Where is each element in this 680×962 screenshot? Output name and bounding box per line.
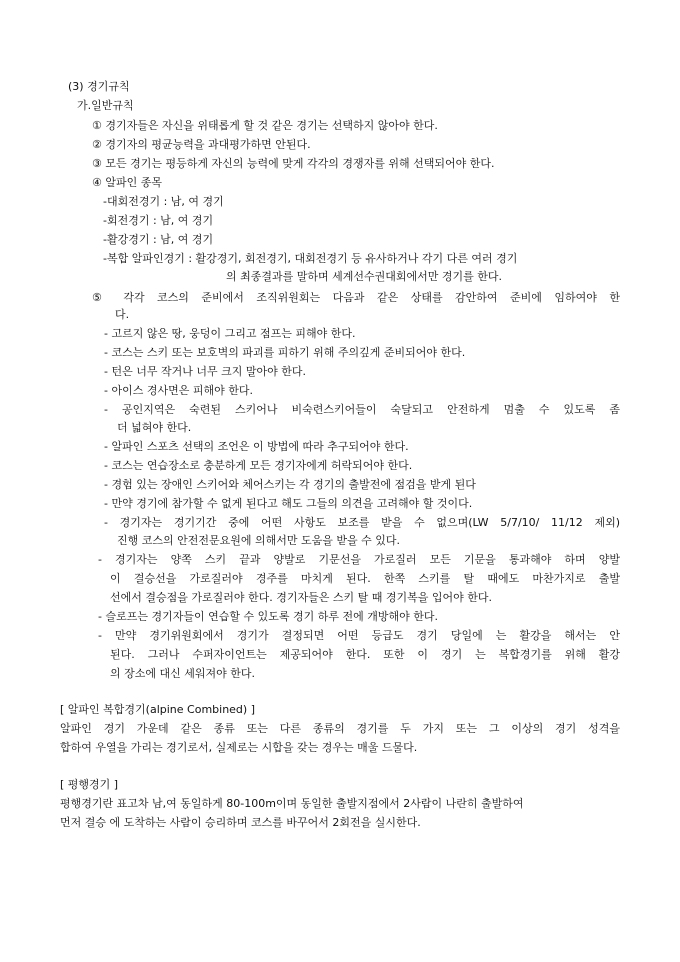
subsection-title: 가.일반규칙 [77, 99, 134, 112]
rule-5-item-continued: 의 장소에 대신 세워져야 한다. [110, 667, 255, 680]
rule-5-item: - 코스는 연습장소로 충분하게 모든 경기자에게 허락되어야 한다. [104, 459, 413, 472]
rule-5-item: - 알파인 스포츠 선택의 조언은 이 방법에 따라 추구되어야 한다. [104, 440, 409, 453]
rule-5-item: - 만약 경기위원회에서 경기가 결정되면 어떤 등급도 경기 당일에 는 활강을 해서는 안 [98, 629, 620, 642]
rule-5-item-continued: 더 넓혀야 한다. [117, 421, 192, 434]
parallel-paragraph-line: 평행경기란 표고차 남,여 동일하게 80-100m이며 동일한 출발지점에서 2사람이 나란히 출발하여 [60, 797, 524, 810]
rule-4-item: -회전경기 : 남, 여 경기 [103, 214, 214, 227]
rule-5-item: - 턴은 너무 작거나 너무 크지 말아야 한다. [104, 365, 306, 378]
rule-5-item-continued: 선에서 결승점을 가로질러야 한다. 경기자들은 스키 탈 때 경기복을 입어야 한다. [110, 591, 492, 604]
rule-2: ② 경기자의 평균능력을 과대평가하면 안된다. [92, 138, 311, 151]
rule-4-item: -활강경기 : 남, 여 경기 [103, 233, 214, 246]
rule-5-item: - 코스는 스키 또는 보호벽의 파괴를 피하기 위해 주의깊게 준비되어야 한다. [104, 346, 466, 359]
rule-5-item: - 경기자는 경기기간 중에 어떤 사항도 보조를 받을 수 없으며(LW 5/7/10/ 11/12 제외) [104, 516, 620, 529]
rule-4-item: -복합 알파인경기 : 활강경기, 회전경기, 대회전경기 등 유사하거나 각기 다른 여러 경기 [103, 252, 518, 265]
combined-paragraph-line: 합하여 우열을 가리는 경기로서, 실제로는 시합을 갖는 경우는 매울 드물다. [60, 741, 418, 754]
rule-4-title: ④ 알파인 종목 [92, 176, 162, 189]
rule-5-item-continued: 된다. 그러나 수퍼자이언트는 제공되어야 한다. 또한 이 경기 는 복합경기를 위해 활강 [110, 648, 620, 661]
rule-5-title-continued: 다. [115, 308, 130, 321]
rule-4-item: -대회전경기 : 남, 여 경기 [103, 195, 224, 208]
rule-5-item: - 만약 경기에 참가할 수 없게 된다고 해도 그들의 의견을 고려해야 할 것이다. [104, 497, 473, 510]
rule-5-item-continued: 이 결승선을 가로질러야 경주를 마치게 된다. 한쪽 스키를 탈 때에도 마찬가지로 출발 [110, 572, 620, 585]
parallel-heading: [ 평행경기 ] [60, 778, 119, 791]
rule-1: ① 경기자들은 자신을 위태롭게 할 것 같은 경기는 선택하지 않아야 한다. [92, 119, 438, 132]
rule-5-item: - 공인지역은 숙련된 스키어나 비숙련스키어들이 숙달되고 안전하게 멈출 수 있도록 좀 [104, 403, 620, 416]
rule-5-item: - 아이스 경사면은 피해야 한다. [104, 384, 253, 397]
rule-5-item: - 슬로프는 경기자들이 연습할 수 있도록 경기 하루 전에 개방해야 한다. [98, 610, 438, 623]
combined-heading: [ 알파인 복합경기(alpine Combined) ] [60, 703, 255, 716]
rule-4-item-continued: 의 최종결과를 말하며 세계선수권대회에서만 경기를 한다. [226, 270, 503, 283]
rule-5-item: - 경기자는 양쪽 스키 끝과 양발로 기문선을 가로질러 모든 기문을 통과해야 하며 양발 [98, 553, 620, 566]
parallel-paragraph-line: 먼저 결승 에 도착하는 사람이 승리하며 코스를 바꾸어서 2회전을 실시한다. [60, 816, 421, 829]
rule-5-title: ⑤ 각각 코스의 준비에서 조직위원회는 다음과 같은 상태를 감안하여 준비에 임하여야 한 [92, 291, 620, 304]
rule-5-item: - 경험 있는 장애인 스키어와 체어스키는 각 경기의 출발전에 점검을 받게 된다 [104, 478, 476, 491]
rule-5-item: - 고르지 않은 땅, 웅덩이 그리고 점프는 피해야 한다. [104, 327, 356, 340]
rule-5-item-continued: 진행 코스의 안전전문요원에 의해서만 도움을 받을 수 있다. [117, 534, 400, 547]
rule-3: ③ 모든 경기는 평등하게 자신의 능력에 맞게 각각의 경쟁자를 위해 선택되어야 한다. [92, 157, 495, 170]
combined-paragraph-line: 알파인 경기 가운데 같은 종류 또는 다른 종류의 경기를 두 가지 또는 그 이상의 경기 성격을 [60, 722, 620, 735]
section-title: (3) 경기규칙 [68, 80, 130, 93]
